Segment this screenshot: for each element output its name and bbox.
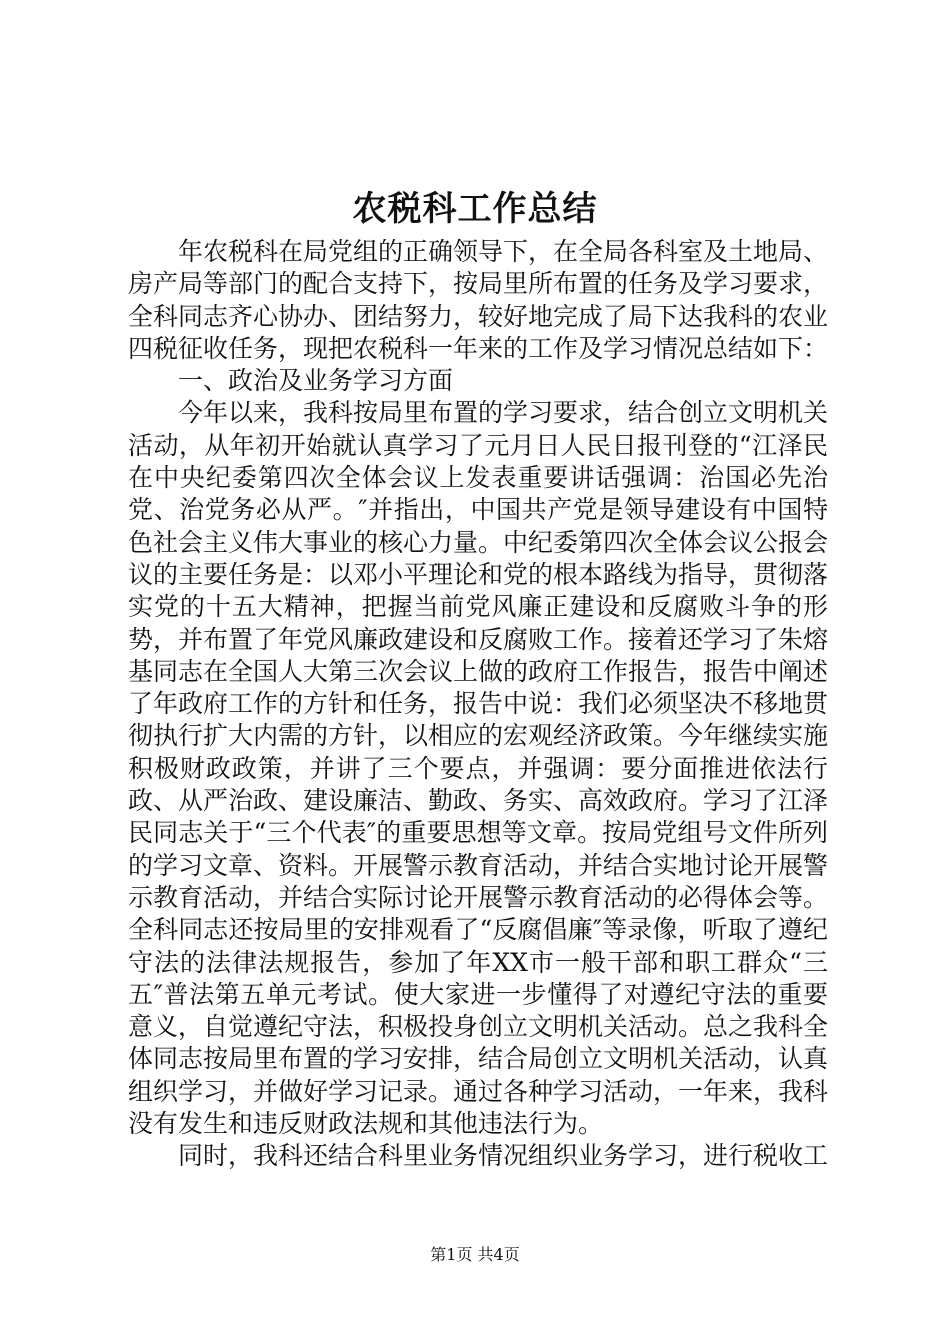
section-heading-politics-study: 一、政治及业务学习方面 [178, 366, 454, 396]
document-title: 农税科工作总结 [352, 189, 598, 229]
paragraph-study-details: 今年以来，我科按局里布置的学习要求，结合创立文明机关活动，从年初开始就认真学习了元月日人民日报刊登的“江泽民在中央纪委第四次全体会议上发表重要讲话强调：治国必先治党、治党务必从严。″并指出，中国共产党是领导建设有中国特色社会主义伟大事业的核心力量。中纪委第四次全体会议公报会议的主要任务是：以邓小平理论和党的根本路线为指导，贯彻落实党的十五大精神，把握当前党风廉正建设和反腐败斗争的形势，并布置了年党风廉政建设和反腐败工作。接着还学习了朱熔基同志在全国人大第三次会议上做的政府工作报告，报告中阐述了年政府工作的方针和任务，报告中说：我们必须坚决不移地贯彻执行扩大内需的方针，以相应的宏观经济政策。今年继续实施积极财政政策，并讲了三个要点，并强调：要分面推进依法行政、从严治政、建设廉洁、勤政、务实、高效政府。学习了江泽民同志关于“三个代表″的重要思想等文章。按局党组号文件所列的学习文章、资料。开展警示教育活动，并结合实地讨论开展警示教育活动，并结合实际讨论开展警示教育活动的必得体会等。全科同志还按局里的安排观看了“反腐倡廉″等录像，听取了遵纪守法的法律法规报告，参加了年XX市一般干部和职工群众“三五″普法第五单元考试。使大家进一步懂得了对遵纪守法的重要意义，自觉遵纪守法，积极投身创立文明机关活动。总之我科全体同志按局里布置的学习安排，结合局创立文明机关活动，认真组织学习，并做好学习记录。通过各种学习活动，一年来，我科没有发生和违反财政法规和其他违法行为。 [128, 398, 829, 1139]
page-number-footer: 第1页 共4页 [430, 1245, 520, 1264]
document-body [128, 236, 828, 1173]
paragraph-intro: 年农税科在局党组的正确领导下，在全局各科室及土地局、房产局等部门的配合支持下，按局里所布置的任务及学习要求，全科同志齐心协办、团结努力，较好地完成了局下达我科的农业四税征收任务，现把农税科一年来的工作及学习情况总结如下： [128, 237, 829, 363]
paragraph-business-study: 同时，我科还结合科里业务情况组织业务学习，进行税收工 [178, 1141, 829, 1171]
